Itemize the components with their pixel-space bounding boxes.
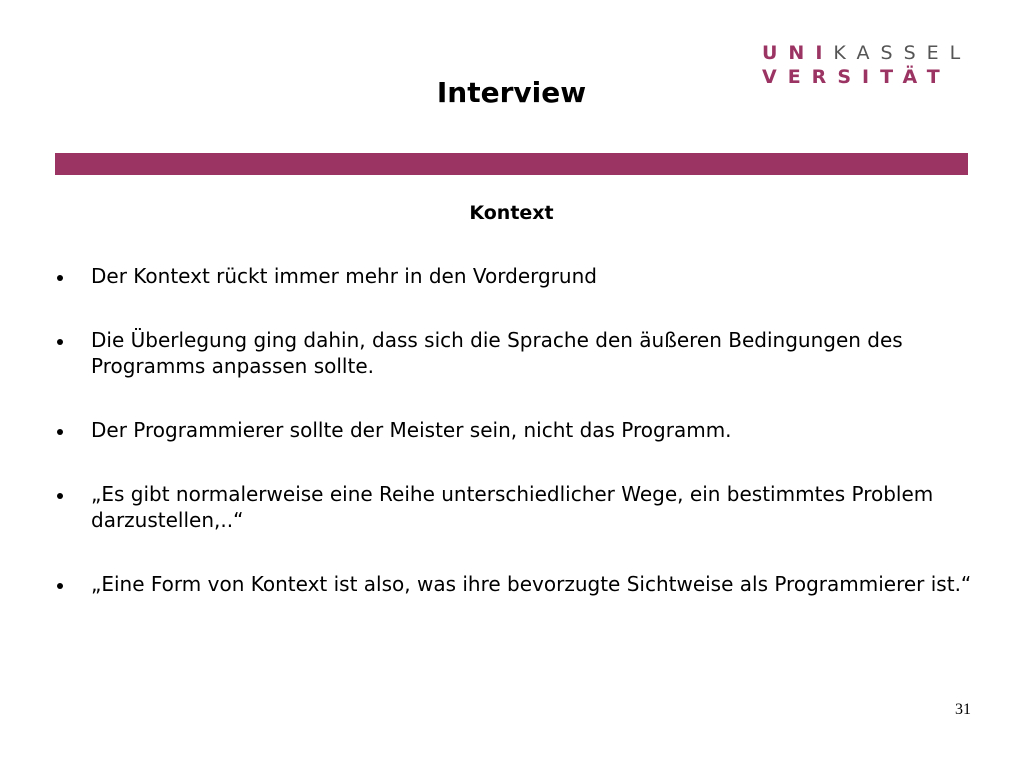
bullet-dot-icon [57, 339, 63, 345]
bullet-text: Der Kontext rückt immer mehr in den Vordergrund [91, 264, 597, 288]
bullet-item [55, 263, 975, 289]
bullet-text: „Eine Form von Kontext ist also, was ihre bevorzugte Sichtweise als Programmierer ist.“ [91, 572, 972, 596]
slide-title: Interview [436, 76, 587, 109]
logo-text-uni: UNI [762, 42, 834, 64]
bullet-dot-icon [57, 275, 63, 281]
logo-row-1 [762, 41, 972, 65]
bullet-dot-icon [57, 429, 63, 435]
accent-bar [55, 153, 968, 175]
bullet-dot-icon [57, 583, 63, 589]
bullet-text: Der Programmierer sollte der Meister sein, nicht das Programm. [91, 418, 732, 442]
bullet-item [55, 417, 975, 443]
bullet-item [55, 571, 975, 597]
bullet-text: „Es gibt normalerweise eine Reihe unterschiedlicher Wege, ein bestimmtes Problem darzustellen,..“ [91, 482, 934, 532]
bullet-dot-icon [57, 493, 63, 499]
logo-text-kassel: KASSEL [833, 42, 972, 64]
bullet-item [55, 327, 975, 379]
bullet-list [55, 263, 975, 635]
page-number: 31 [955, 701, 971, 718]
bullet-item [55, 481, 975, 533]
slide-subtitle: Kontext [469, 202, 554, 224]
bullet-text: Die Überlegung ging dahin, dass sich die Sprache den äußeren Bedingungen des Programms anpassen sollte. [91, 328, 903, 378]
logo-text-versitaet: VERSITÄT [762, 66, 951, 88]
